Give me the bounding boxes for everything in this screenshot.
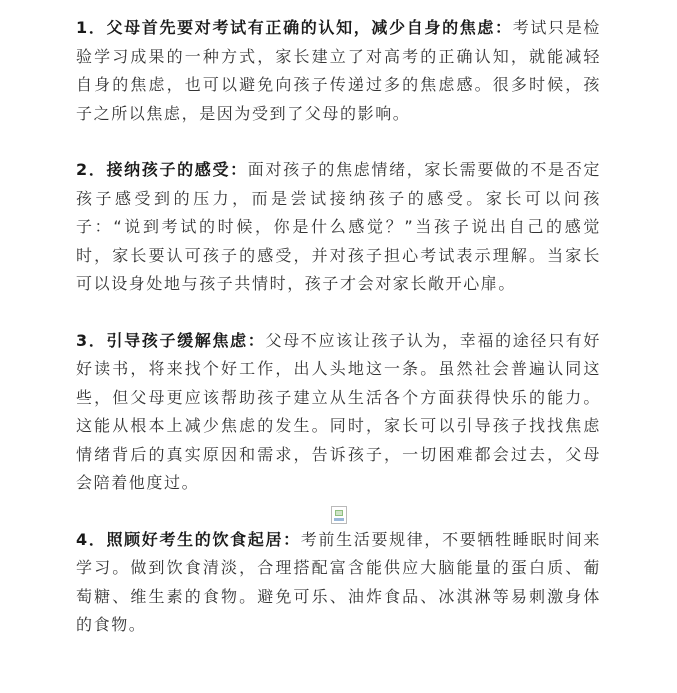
- inline-image-row: [76, 506, 601, 526]
- paragraph-4-heading: 4．照顾好考生的饮食起居：: [76, 529, 301, 549]
- paragraph-1-heading: 1．父母首先要对考试有正确的认知，减少自身的焦虑：: [76, 18, 513, 37]
- paragraph-3-text: 父母不应该让孩子认为，幸福的途径只有好好读书，将来找个好工作，出人头地这一条。虽然社会普遍认同这些，但父母更应该帮助孩子建立从生活各个方面获得快乐的能力。这能从根本上减少焦虑的发生。同时，家长可以引导孩子找找焦虑情绪背后的真实原因和需求，告诉孩子，一切困难都会过去，父母会陪着他度过。: [76, 330, 602, 492]
- paragraph-2: [76, 156, 601, 299]
- paragraph-3: [76, 327, 601, 498]
- paragraph-4-text: 考前生活要规律，不要牺牲睡眠时间来学习。做到饮食清淡，合理搭配富含能供应大脑能量的蛋白质、葡萄糖、维生素的食物。避免可乐、油炸食品、冰淇淋等易刺激身体的食物。: [76, 529, 602, 634]
- paragraph-1-text: 考试只是检验学习成果的一种方式，家长建立了对高考的正确认知，就能减轻自身的焦虑，也可以避免向孩子传递过多的焦虑感。很多时候，孩子之所以焦虑，是因为受到了父母的影响。: [76, 18, 601, 123]
- paragraph-3-heading: 3．引导孩子缓解焦虑：: [76, 330, 266, 350]
- paragraph-2-text: 面对孩子的焦虑情绪，家长需要做的不是否定孩子感受到的压力，而是尝试接纳孩子的感受。家长可以问孩子：“说到考试的时候，你是什么感觉？”当孩子说出自己的感觉时，家长要认可孩子的感受，并对孩子担心考试表示理解。当家长可以设身处地与孩子共情时，孩子才会对家长敞开心扉。: [76, 160, 601, 293]
- paragraph-4: [76, 526, 601, 640]
- paragraph-1: [76, 14, 601, 128]
- broken-image-icon: [331, 506, 347, 524]
- paragraph-2-heading: 2．接纳孩子的感受：: [76, 160, 248, 179]
